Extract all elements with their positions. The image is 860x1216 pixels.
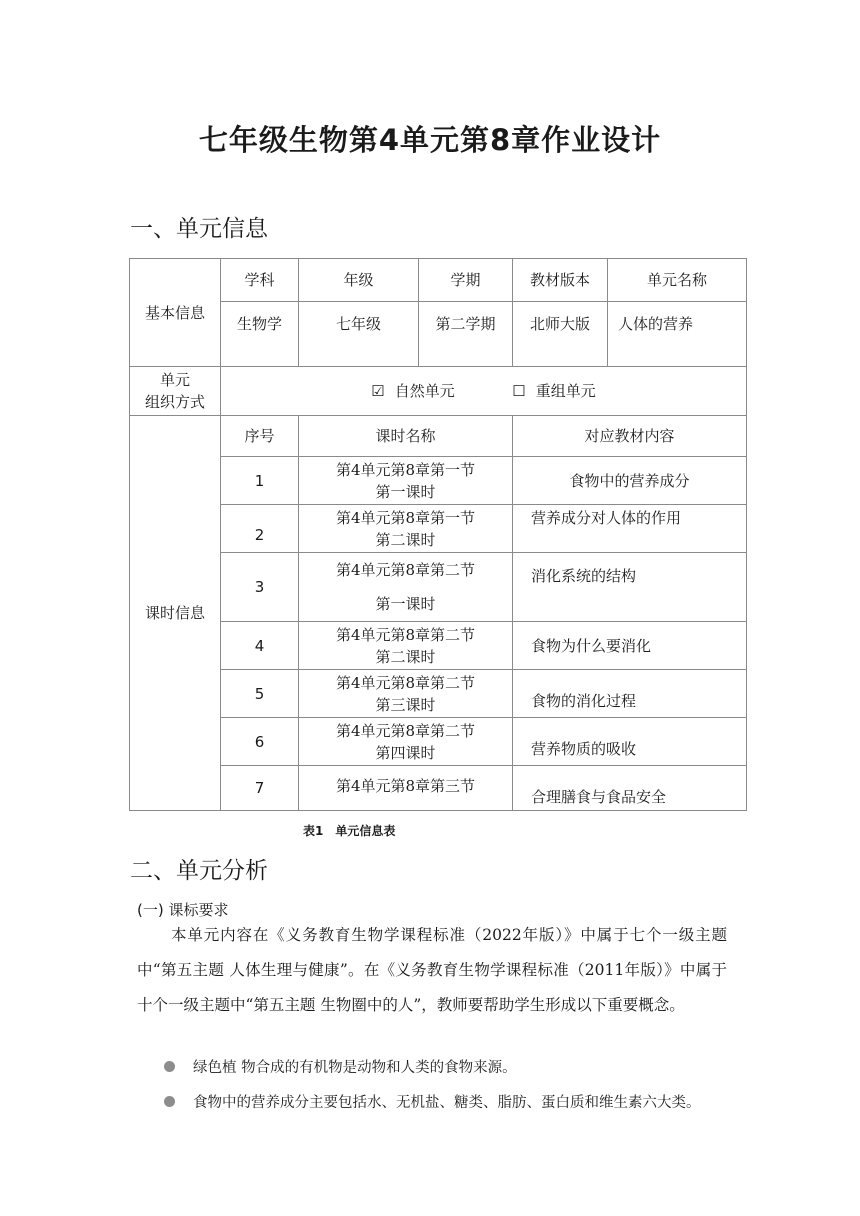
lesson-name-line1: 第4单元第8章第二节 [335, 561, 476, 579]
lesson-name-line1: 第4单元第8章第二节 [335, 721, 476, 740]
body-paragraph: 本单元内容在《义务教育生物学课程标准（2022年版）》中属于七个一级主题中“第五主题 人体生理与健康”。在《义务教育生物学课程标准（2011年版）》中属于十个一级主题中“第五主题 生物圈中的人”，教师要帮助学生形成以下重要概念。 [137, 926, 727, 1014]
option-natural-unit: 自然单元 [394, 382, 455, 400]
lesson-name-line2: 第四课时 [375, 743, 436, 762]
lesson-content: 食物的消化过程 [513, 670, 747, 718]
document-title: 七年级生物第4单元第8章作业设计 [198, 123, 662, 157]
lesson-name-line1: 第4单元第8章第三节 [335, 777, 476, 795]
value-subject: 生物学 [221, 302, 299, 367]
header-edition: 教材版本 [513, 259, 608, 302]
org-method-options [221, 367, 747, 416]
lesson-content: 合理膳食与食品安全 [513, 766, 747, 811]
header-seq: 序号 [221, 416, 299, 457]
lesson-no: 1 [221, 457, 299, 505]
lesson-name-line1: 第4单元第8章第二节 [335, 625, 476, 644]
bullet-text: 绿色植 物合成的有机物是动物和人类的食物来源。 [193, 1060, 517, 1076]
value-edition: 北师大版 [513, 302, 608, 367]
lesson-name-line1: 第4单元第8章第一节 [335, 508, 476, 527]
lesson-content: 食物为什么要消化 [513, 622, 747, 670]
checked-box-icon[interactable]: ☑ [371, 382, 385, 400]
lesson-no: 4 [221, 622, 299, 670]
org-method-label-line1: 单元 [159, 371, 190, 389]
bullet-item [164, 1056, 517, 1077]
lesson-name-line2: 第二课时 [375, 647, 436, 666]
lesson-name-line2: 第二课时 [375, 530, 436, 549]
lesson-no: 3 [221, 553, 299, 622]
lesson-name [299, 457, 513, 505]
unchecked-box-icon[interactable]: ☐ [512, 382, 526, 400]
lesson-name [299, 553, 513, 622]
value-unit-name: 人体的营养 [608, 302, 747, 367]
org-method-label [130, 367, 221, 416]
lesson-info-label: 课时信息 [130, 416, 221, 811]
lesson-content: 消化系统的结构 [513, 553, 747, 622]
unit-info-table [129, 258, 747, 811]
section-heading-unit-info: 一、单元信息 [130, 216, 268, 242]
lesson-name [299, 505, 513, 553]
org-method-label-line2: 组织方式 [144, 393, 205, 411]
subsection-heading-standards: (一) 课标要求 [137, 901, 229, 919]
lesson-name-line2: 第三课时 [375, 695, 436, 714]
lesson-name-line2: 第一课时 [375, 482, 436, 501]
section-heading-unit-analysis: 二、单元分析 [130, 858, 268, 884]
header-content: 对应教材内容 [513, 416, 747, 457]
value-term: 第二学期 [419, 302, 513, 367]
lesson-no: 6 [221, 718, 299, 766]
header-unit-name: 单元名称 [608, 259, 747, 302]
lesson-name [299, 718, 513, 766]
basic-info-label: 基本信息 [130, 259, 221, 367]
lesson-name [299, 766, 513, 811]
bullet-item [164, 1091, 701, 1112]
lesson-name-line1: 第4单元第8章第二节 [335, 673, 476, 692]
option-recombined-unit: 重组单元 [535, 382, 596, 400]
header-term: 学期 [419, 259, 513, 302]
bullet-dot-icon [164, 1096, 175, 1107]
bullet-text: 食物中的营养成分主要包括水、无机盐、糖类、脂肪、蛋白质和维生素六大类。 [193, 1095, 701, 1111]
lesson-content: 食物中的营养成分 [513, 457, 747, 505]
lesson-content: 营养物质的吸收 [513, 718, 747, 766]
value-grade: 七年级 [299, 302, 419, 367]
lesson-name-line1: 第4单元第8章第一节 [335, 460, 476, 479]
lesson-no: 7 [221, 766, 299, 811]
lesson-name [299, 622, 513, 670]
header-lesson-name: 课时名称 [299, 416, 513, 457]
lesson-content: 营养成分对人体的作用 [513, 505, 747, 553]
table-caption: 表1 单元信息表 [303, 824, 396, 838]
lesson-name [299, 670, 513, 718]
lesson-no: 5 [221, 670, 299, 718]
lesson-no: 2 [221, 505, 299, 553]
bullet-dot-icon [164, 1061, 175, 1072]
header-subject: 学科 [221, 259, 299, 302]
lesson-name-line2: 第一课时 [375, 595, 436, 613]
header-grade: 年级 [299, 259, 419, 302]
